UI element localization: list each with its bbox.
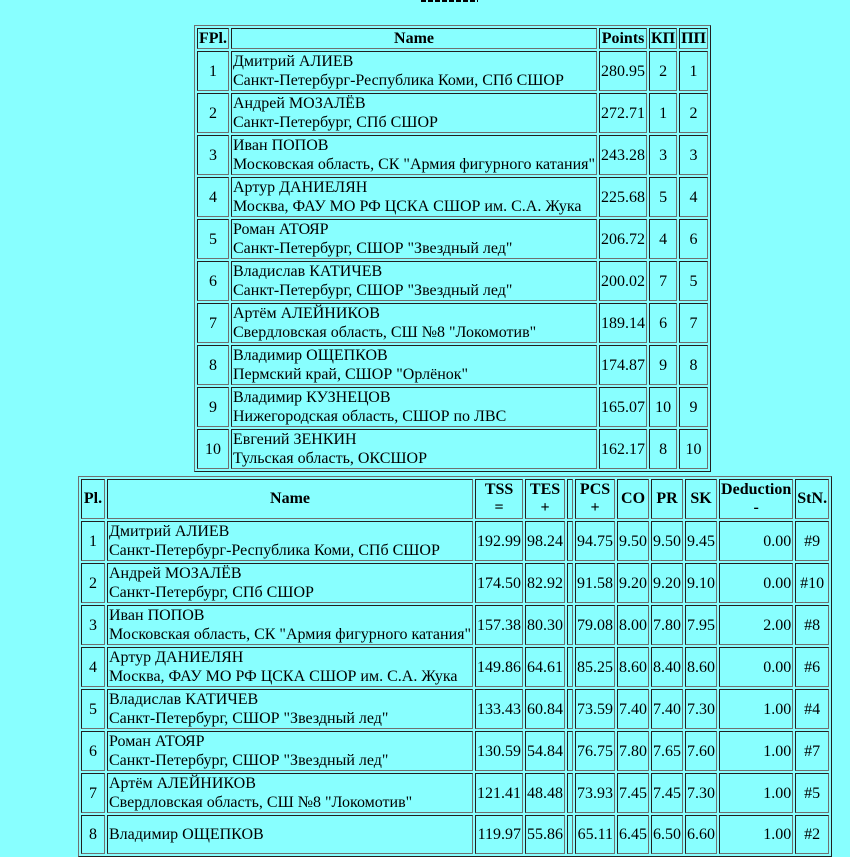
final-place: 10 bbox=[197, 429, 229, 469]
kp-place: 3 bbox=[649, 135, 677, 175]
final-place: 4 bbox=[197, 177, 229, 217]
pcs: 94.75 bbox=[575, 521, 615, 561]
athlete-name: Роман АТОЯР bbox=[109, 733, 205, 750]
tss: 119.97 bbox=[475, 815, 523, 854]
tss: 133.43 bbox=[475, 689, 523, 729]
co: 9.50 bbox=[617, 521, 649, 561]
athlete-cell bbox=[107, 647, 473, 687]
header-name: Name bbox=[231, 28, 597, 49]
co: 8.60 bbox=[617, 647, 649, 687]
athlete-cell bbox=[107, 689, 473, 729]
place: 1 bbox=[81, 521, 105, 561]
pcs: 73.93 bbox=[575, 773, 615, 813]
table-row bbox=[197, 303, 708, 343]
header-pcs-op: + bbox=[590, 499, 600, 516]
header-tss bbox=[475, 479, 523, 519]
start-number: #4 bbox=[795, 689, 829, 729]
athlete-club: Свердловская область, СШ №8 "Локомотив" bbox=[109, 794, 413, 811]
athlete-name: Владимир КУЗНЕЦОВ bbox=[233, 389, 391, 406]
tes: 54.84 bbox=[525, 731, 565, 771]
tss: 130.59 bbox=[475, 731, 523, 771]
athlete-club: Москва, ФАУ МО РФ ЦСКА СШОР им. С.А. Жука bbox=[233, 198, 582, 215]
tes: 80.30 bbox=[525, 605, 565, 645]
co: 9.20 bbox=[617, 563, 649, 603]
athlete-name: Андрей МОЗАЛЁВ bbox=[233, 95, 366, 112]
pcs: 76.75 bbox=[575, 731, 615, 771]
athlete-name: Владимир ОЩЕПКОВ bbox=[233, 347, 388, 364]
athlete-club: Свердловская область, СШ №8 "Локомотив" bbox=[233, 324, 537, 341]
athlete-cell bbox=[231, 135, 597, 175]
kp-place: 5 bbox=[649, 177, 677, 217]
start-number: #7 bbox=[795, 731, 829, 771]
tes: 98.24 bbox=[525, 521, 565, 561]
segment-results-table bbox=[78, 476, 832, 857]
header-kp: КП bbox=[651, 30, 676, 47]
spacer-cell bbox=[567, 563, 573, 603]
athlete-name: Владислав КАТИЧЕВ bbox=[233, 263, 383, 280]
header-place: Pl. bbox=[81, 479, 105, 519]
pp-place: 10 bbox=[679, 429, 708, 469]
final-place: 2 bbox=[197, 93, 229, 133]
athlete-cell bbox=[231, 387, 597, 427]
tss: 149.86 bbox=[475, 647, 523, 687]
kp-place: 1 bbox=[649, 93, 677, 133]
points: 189.14 bbox=[599, 303, 647, 343]
start-number: #9 bbox=[795, 521, 829, 561]
deduction: 1.00 bbox=[719, 773, 793, 813]
pcs: 79.08 bbox=[575, 605, 615, 645]
place: 4 bbox=[81, 647, 105, 687]
header-pcs bbox=[575, 479, 615, 519]
athlete-club: Санкт-Петербург, СШОР "Звездный лед" bbox=[109, 710, 389, 727]
final-place: 5 bbox=[197, 219, 229, 259]
header-deduction-label: Deduction bbox=[721, 481, 792, 498]
table-row bbox=[197, 345, 708, 385]
co: 7.45 bbox=[617, 773, 649, 813]
header-co: CO bbox=[617, 479, 649, 519]
pr: 9.20 bbox=[651, 563, 683, 603]
athlete-club: Московская область, СК "Армия фигурного катания" bbox=[233, 156, 596, 173]
points: 174.87 bbox=[599, 345, 647, 385]
tss: 157.38 bbox=[475, 605, 523, 645]
athlete-name: Артур ДАНИЕЛЯН bbox=[109, 649, 244, 666]
athlete-club: Санкт-Петербург-Республика Коми, СПб СШОР bbox=[109, 542, 440, 559]
sk: 7.95 bbox=[685, 605, 717, 645]
points: 200.02 bbox=[599, 261, 647, 301]
points: 225.68 bbox=[599, 177, 647, 217]
table-row bbox=[197, 387, 708, 427]
athlete-club: Москва, ФАУ МО РФ ЦСКА СШОР им. С.А. Жука bbox=[109, 668, 458, 685]
start-number: #10 bbox=[795, 563, 829, 603]
place: 6 bbox=[81, 731, 105, 771]
athlete-club: Санкт-Петербург, СПб СШОР bbox=[109, 584, 314, 601]
final-place: 8 bbox=[197, 345, 229, 385]
pp-place: 6 bbox=[679, 219, 708, 259]
athlete-name: Артём АЛЕЙНИКОВ bbox=[233, 305, 380, 322]
athlete-club: Санкт-Петербург-Республика Коми, СПб СШОР bbox=[233, 72, 564, 89]
header-deduction-op: - bbox=[753, 499, 759, 516]
final-place: 3 bbox=[197, 135, 229, 175]
kp-place: 8 bbox=[649, 429, 677, 469]
start-number: #5 bbox=[795, 773, 829, 813]
pcs: 73.59 bbox=[575, 689, 615, 729]
page-title-clipped bbox=[421, 0, 478, 2]
deduction: 0.00 bbox=[719, 647, 793, 687]
table-row bbox=[81, 647, 829, 687]
header-final-place: FPl. bbox=[199, 30, 227, 47]
tes: 64.61 bbox=[525, 647, 565, 687]
athlete-name: Дмитрий АЛИЕВ bbox=[109, 523, 230, 540]
pr: 8.40 bbox=[651, 647, 683, 687]
athlete-name: Владимир ОЩЕПКОВ bbox=[109, 826, 264, 843]
header-deduction bbox=[719, 479, 793, 519]
athlete-cell bbox=[107, 731, 473, 771]
co: 7.80 bbox=[617, 731, 649, 771]
spacer-cell bbox=[567, 521, 573, 561]
pcs: 85.25 bbox=[575, 647, 615, 687]
deduction: 0.00 bbox=[719, 521, 793, 561]
tes: 82.92 bbox=[525, 563, 565, 603]
table-row bbox=[81, 689, 829, 729]
header-tss-op: = bbox=[494, 499, 504, 516]
kp-place: 2 bbox=[649, 51, 677, 91]
table-row bbox=[81, 605, 829, 645]
kp-place: 7 bbox=[649, 261, 677, 301]
spacer-cell bbox=[567, 689, 573, 729]
sk: 7.30 bbox=[685, 773, 717, 813]
place: 3 bbox=[81, 605, 105, 645]
athlete-name: Артём АЛЕЙНИКОВ bbox=[109, 775, 256, 792]
pp-place: 8 bbox=[679, 345, 708, 385]
athlete-cell bbox=[231, 93, 597, 133]
final-results-table bbox=[194, 25, 711, 472]
pr: 7.45 bbox=[651, 773, 683, 813]
deduction: 1.00 bbox=[719, 815, 793, 854]
start-number: #2 bbox=[795, 815, 829, 854]
header-pr: PR bbox=[651, 479, 683, 519]
co: 7.40 bbox=[617, 689, 649, 729]
tes: 55.86 bbox=[525, 815, 565, 854]
athlete-name: Иван ПОПОВ bbox=[109, 607, 205, 624]
table-row bbox=[197, 219, 708, 259]
kp-place: 6 bbox=[649, 303, 677, 343]
final-place: 9 bbox=[197, 387, 229, 427]
pcs: 65.11 bbox=[575, 815, 615, 854]
table-row bbox=[197, 51, 708, 91]
place: 7 bbox=[81, 773, 105, 813]
header-name: Name bbox=[107, 479, 473, 519]
header-pcs-label: PCS bbox=[579, 481, 611, 498]
kp-place: 4 bbox=[649, 219, 677, 259]
points: 162.17 bbox=[599, 429, 647, 469]
pp-place: 1 bbox=[679, 51, 708, 91]
athlete-club: Нижегородская область, СШОР по ЛВС bbox=[233, 408, 507, 425]
final-place: 6 bbox=[197, 261, 229, 301]
table-row bbox=[197, 429, 708, 469]
final-place: 1 bbox=[197, 51, 229, 91]
pp-place: 4 bbox=[679, 177, 708, 217]
spacer-cell bbox=[567, 773, 573, 813]
pcs: 91.58 bbox=[575, 563, 615, 603]
header-sk: SK bbox=[685, 479, 717, 519]
sk: 7.60 bbox=[685, 731, 717, 771]
pr: 7.80 bbox=[651, 605, 683, 645]
tes: 48.48 bbox=[525, 773, 565, 813]
athlete-cell bbox=[107, 605, 473, 645]
pp-place: 5 bbox=[679, 261, 708, 301]
athlete-name: Роман АТОЯР bbox=[233, 221, 329, 238]
table-row bbox=[197, 261, 708, 301]
header-tes bbox=[525, 479, 565, 519]
athlete-name: Дмитрий АЛИЕВ bbox=[233, 53, 354, 70]
deduction: 0.00 bbox=[719, 563, 793, 603]
table-row bbox=[197, 177, 708, 217]
pp-place: 2 bbox=[679, 93, 708, 133]
header-row bbox=[81, 479, 829, 519]
athlete-name: Иван ПОПОВ bbox=[233, 137, 329, 154]
pr: 7.65 bbox=[651, 731, 683, 771]
athlete-name: Владислав КАТИЧЕВ bbox=[109, 691, 259, 708]
athlete-cell bbox=[231, 429, 597, 469]
place: 2 bbox=[81, 563, 105, 603]
sk: 6.60 bbox=[685, 815, 717, 854]
pp-place: 7 bbox=[679, 303, 708, 343]
pr: 9.50 bbox=[651, 521, 683, 561]
pp-place: 9 bbox=[679, 387, 708, 427]
tss: 174.50 bbox=[475, 563, 523, 603]
header-start-number: StN. bbox=[795, 479, 829, 519]
tes: 60.84 bbox=[525, 689, 565, 729]
athlete-cell bbox=[231, 345, 597, 385]
tss: 192.99 bbox=[475, 521, 523, 561]
athlete-name: Андрей МОЗАЛЁВ bbox=[109, 565, 242, 582]
header-tes-label: TES bbox=[529, 481, 561, 498]
sk: 9.10 bbox=[685, 563, 717, 603]
athlete-cell bbox=[231, 177, 597, 217]
athlete-cell bbox=[231, 261, 597, 301]
athlete-club: Тульская область, ОКСШОР bbox=[233, 450, 427, 467]
sk: 7.30 bbox=[685, 689, 717, 729]
tss: 121.41 bbox=[475, 773, 523, 813]
spacer-cell bbox=[567, 647, 573, 687]
deduction: 2.00 bbox=[719, 605, 793, 645]
points: 280.95 bbox=[599, 51, 647, 91]
spacer-cell bbox=[567, 815, 573, 854]
kp-place: 10 bbox=[649, 387, 677, 427]
spacer-column bbox=[567, 479, 573, 519]
sk: 8.60 bbox=[685, 647, 717, 687]
athlete-club: Санкт-Петербург, СШОР "Звездный лед" bbox=[233, 240, 513, 257]
table-row bbox=[81, 773, 829, 813]
table-row bbox=[81, 731, 829, 771]
athlete-cell bbox=[231, 303, 597, 343]
athlete-club: Санкт-Петербург, СШОР "Звездный лед" bbox=[233, 282, 513, 299]
pp-place: 3 bbox=[679, 135, 708, 175]
co: 8.00 bbox=[617, 605, 649, 645]
place: 5 bbox=[81, 689, 105, 729]
points: 206.72 bbox=[599, 219, 647, 259]
kp-place: 9 bbox=[649, 345, 677, 385]
table-row bbox=[197, 93, 708, 133]
start-number: #6 bbox=[795, 647, 829, 687]
spacer-cell bbox=[567, 731, 573, 771]
deduction: 1.00 bbox=[719, 689, 793, 729]
header-points: Points bbox=[599, 28, 647, 49]
pr: 7.40 bbox=[651, 689, 683, 729]
points: 272.71 bbox=[599, 93, 647, 133]
athlete-name: Евгений ЗЕНКИН bbox=[233, 431, 357, 448]
table-row bbox=[197, 135, 708, 175]
athlete-cell bbox=[231, 219, 597, 259]
athlete-cell bbox=[107, 773, 473, 813]
athlete-cell bbox=[231, 51, 597, 91]
table-row bbox=[81, 815, 829, 854]
header-tes-op: + bbox=[540, 499, 550, 516]
table-row bbox=[81, 521, 829, 561]
athlete-club: Московская область, СК "Армия фигурного катания" bbox=[109, 626, 472, 643]
final-place: 7 bbox=[197, 303, 229, 343]
spacer-cell bbox=[567, 605, 573, 645]
place: 8 bbox=[81, 815, 105, 854]
points: 165.07 bbox=[599, 387, 647, 427]
athlete-name: Артур ДАНИЕЛЯН bbox=[233, 179, 368, 196]
co: 6.45 bbox=[617, 815, 649, 854]
athlete-club: Санкт-Петербург, СШОР "Звездный лед" bbox=[109, 752, 389, 769]
athlete-club: Пермский край, СШОР "Орлёнок" bbox=[233, 366, 469, 383]
header-row bbox=[197, 28, 708, 49]
athlete-club: Санкт-Петербург, СПб СШОР bbox=[233, 114, 438, 131]
sk: 9.45 bbox=[685, 521, 717, 561]
start-number: #8 bbox=[795, 605, 829, 645]
points: 243.28 bbox=[599, 135, 647, 175]
header-pp: ПП bbox=[681, 30, 706, 47]
athlete-cell bbox=[107, 815, 473, 854]
header-tss-label: TSS bbox=[484, 481, 514, 498]
table-row bbox=[81, 563, 829, 603]
athlete-cell bbox=[107, 563, 473, 603]
athlete-cell bbox=[107, 521, 473, 561]
pr: 6.50 bbox=[651, 815, 683, 854]
deduction: 1.00 bbox=[719, 731, 793, 771]
